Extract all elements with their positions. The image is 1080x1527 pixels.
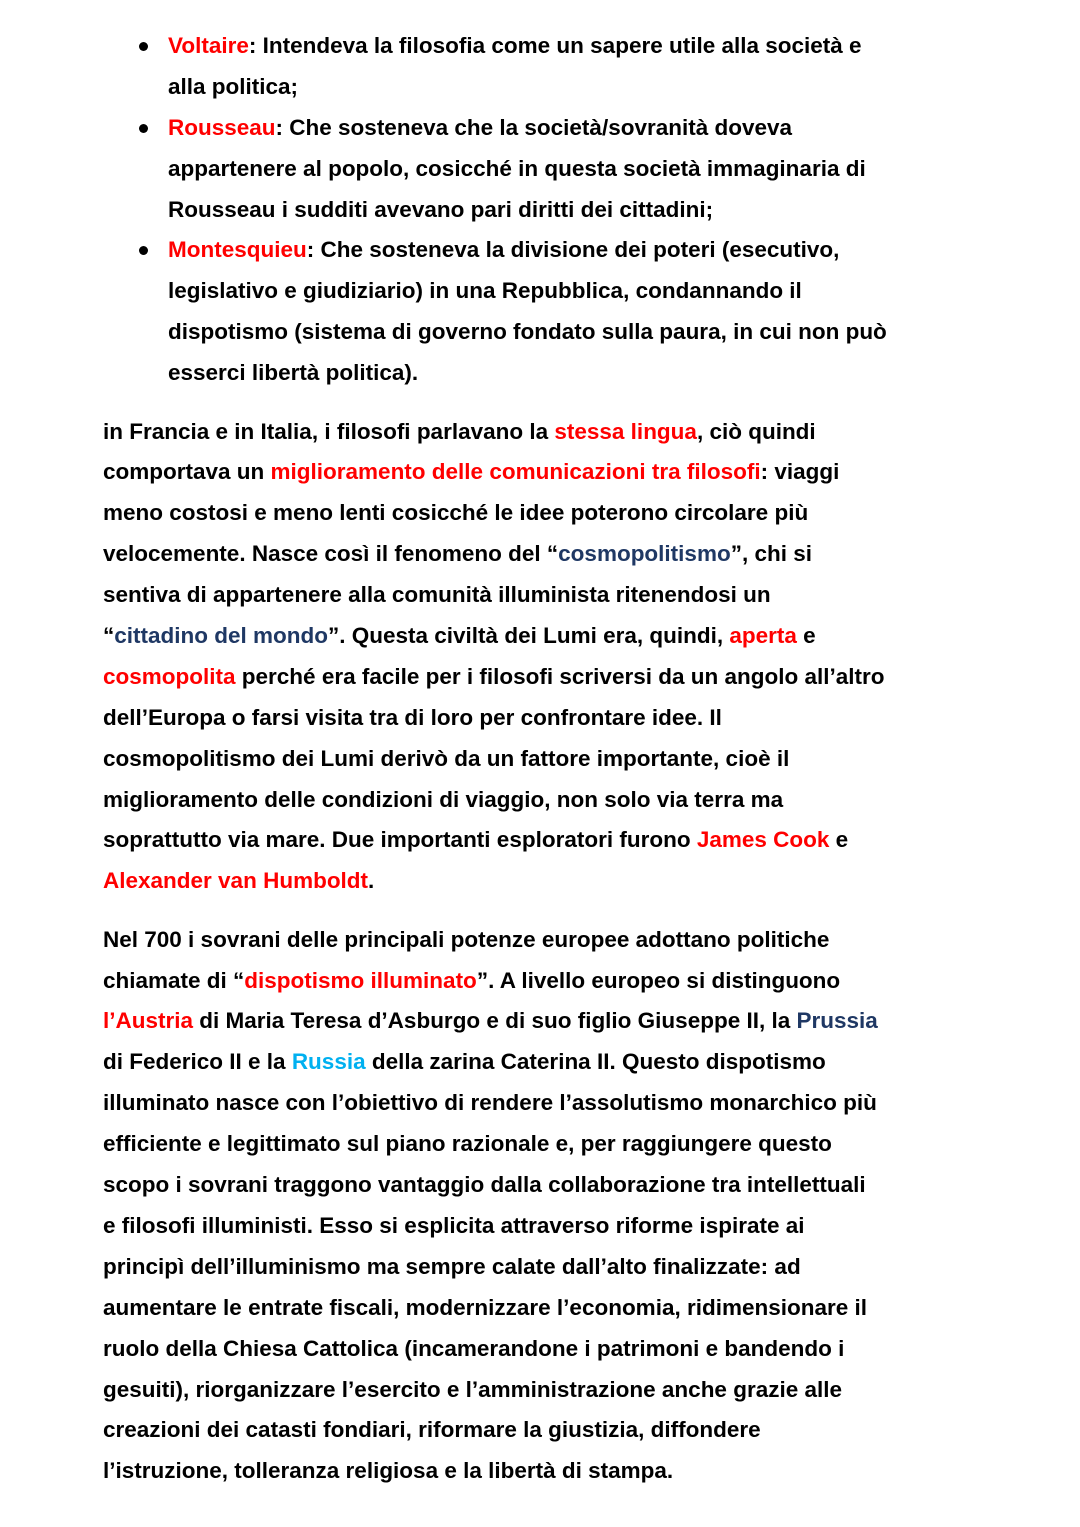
text-line: [103, 412, 1080, 453]
text-span: : Che sosteneva la divisione dei poteri (esecutivo,: [306, 237, 840, 263]
highlighted-term: aperta: [729, 622, 797, 648]
text-span: legislativo e giudiziario) in una Repubblica, condannando il: [168, 278, 802, 304]
text-line: [103, 616, 1080, 657]
text-line: [103, 1165, 1080, 1206]
text-span: .: [368, 868, 375, 894]
text-line: [168, 230, 1080, 271]
text-line: [103, 493, 1080, 534]
text-line: [103, 1001, 1080, 1042]
text-line: [103, 1451, 1080, 1492]
body-paragraphs: [0, 394, 1080, 1492]
philosophers-bullet-list: [168, 26, 1080, 394]
text-line: [103, 698, 1080, 739]
paragraph-spacing: [0, 394, 1080, 412]
bullet-dot-icon: [139, 42, 148, 51]
text-span: sentiva di appartenere alla comunità illuminista ritenendosi un: [103, 582, 771, 608]
text-line: [103, 920, 1080, 961]
text-span: di Maria Teresa d’Asburgo e di suo figlio Giuseppe II, la: [193, 1008, 797, 1034]
highlighted-term: cosmopolita: [103, 663, 236, 689]
text-line: [168, 108, 1080, 149]
bullet-dot-icon: [139, 124, 148, 133]
text-span: miglioramento delle condizioni di viaggio, non solo via terra ma: [103, 786, 784, 812]
text-span: “: [103, 622, 115, 648]
bullet-item: [168, 26, 1080, 108]
text-line: [103, 861, 1080, 902]
highlighted-term: stessa lingua: [554, 418, 697, 444]
text-line: [103, 1124, 1080, 1165]
text-span: velocemente. Nasce così il fenomeno del “: [103, 541, 559, 567]
text-line: [103, 780, 1080, 821]
text-span: perché era facile per i filosofi scriversi da un angolo all’altro: [235, 663, 885, 689]
text-line: [103, 1042, 1080, 1083]
text-span: scopo i sovrani traggono vantaggio dalla collaborazione tra intellettuali: [103, 1172, 866, 1198]
text-span: di Federico II e la: [103, 1049, 292, 1075]
text-span: Nel 700 i sovrani delle principali potenze europee adottano politiche: [103, 926, 830, 952]
text-span: dispotismo (sistema di governo fondato sulla paura, in cui non può: [168, 319, 887, 345]
paragraph-spacing: [0, 902, 1080, 920]
text-line: [103, 534, 1080, 575]
text-span: e: [796, 622, 816, 648]
text-span: appartenere al popolo, cosicché in questa società immaginaria di: [168, 155, 866, 181]
text-span: aumentare le entrate fiscali, modernizzare l’economia, ridimensionare il: [103, 1294, 868, 1320]
text-line: [103, 1329, 1080, 1370]
text-line: [103, 1288, 1080, 1329]
highlighted-term: cosmopolitismo: [558, 541, 731, 567]
text-span: ruolo della Chiesa Cattolica (incamerandone i patrimoni e bandendo i: [103, 1335, 845, 1361]
paragraph: [103, 920, 1080, 1492]
text-span: creazioni dei catasti fondiari, riformare la giustizia, diffondere: [103, 1417, 761, 1443]
text-span: soprattutto via mare. Due importanti esploratori furono: [103, 827, 697, 853]
bullet-item: [168, 108, 1080, 231]
text-span: gesuiti), riorganizzare l’esercito e l’amministrazione anche grazie alle: [103, 1376, 843, 1402]
text-line: [168, 67, 1080, 108]
text-line: [168, 190, 1080, 231]
text-span: efficiente e legittimato sul piano razionale e, per raggiungere questo: [103, 1131, 832, 1157]
text-span: esserci libertà politica).: [168, 360, 419, 386]
highlighted-term: Russia: [291, 1049, 366, 1075]
highlighted-term: Voltaire: [168, 33, 249, 58]
highlighted-term: l’Austria: [103, 1008, 194, 1034]
text-span: l’istruzione, tolleranza religiosa e la libertà di stampa.: [103, 1458, 674, 1484]
highlighted-term: miglioramento delle comunicazioni tra filosofi: [270, 459, 761, 485]
bullet-item: [168, 230, 1080, 394]
text-span: ”. Questa civiltà dei Lumi era, quindi,: [328, 622, 730, 648]
text-span: della zarina Caterina II. Questo dispotismo: [365, 1049, 826, 1075]
text-line: [103, 575, 1080, 616]
text-line: [103, 820, 1080, 861]
text-span: : Intendeva la filosofia come un sapere utile alla società e: [248, 33, 862, 58]
text-line: [168, 26, 1080, 67]
text-line: [103, 1370, 1080, 1411]
text-span: e filosofi illuministi. Esso si esplicita attraverso riforme ispirate ai: [103, 1212, 805, 1238]
text-span: in Francia e in Italia, i filosofi parlavano la: [103, 418, 555, 444]
highlighted-term: Prussia: [796, 1008, 878, 1034]
text-span: ”. A livello europeo si distinguono: [476, 967, 841, 993]
highlighted-term: Rousseau: [168, 114, 276, 140]
text-line: [168, 149, 1080, 190]
text-line: [103, 452, 1080, 493]
text-line: [103, 961, 1080, 1002]
text-span: illuminato nasce con l’obiettivo di rendere l’assolutismo monarchico più: [103, 1090, 877, 1116]
text-span: chiamate di “: [103, 967, 245, 993]
text-line: [103, 1247, 1080, 1288]
highlighted-term: cittadino del mondo: [114, 622, 328, 648]
text-span: ”, chi si: [730, 541, 812, 567]
text-span: , ciò quindi: [696, 418, 816, 444]
text-line: [103, 1410, 1080, 1451]
highlighted-term: Montesquieu: [168, 237, 307, 263]
highlighted-term: James Cook: [696, 827, 830, 853]
paragraph: [103, 412, 1080, 903]
text-span: e: [829, 827, 849, 853]
text-line: [103, 657, 1080, 698]
text-line: [103, 1083, 1080, 1124]
text-line: [168, 312, 1080, 353]
text-span: : viaggi: [760, 459, 840, 485]
text-span: alla politica;: [168, 73, 299, 99]
text-span: dell’Europa o farsi visita tra di loro per confrontare idee. Il: [103, 704, 722, 730]
text-span: meno costosi e meno lenti cosicché le idee poterono circolare più: [103, 500, 809, 526]
document-page: [0, 26, 1080, 1492]
highlighted-term: dispotismo illuminato: [244, 967, 477, 993]
highlighted-term: Alexander van Humboldt: [103, 868, 369, 894]
text-line: [168, 353, 1080, 394]
text-line: [168, 271, 1080, 312]
bullet-dot-icon: [139, 246, 148, 255]
text-span: Rousseau i sudditi avevano pari diritti dei cittadini;: [168, 196, 714, 222]
text-span: comportava un: [103, 459, 271, 485]
text-line: [103, 1206, 1080, 1247]
text-span: cosmopolitismo dei Lumi derivò da un fattore importante, cioè il: [103, 745, 790, 771]
text-line: [103, 739, 1080, 780]
text-span: principì dell’illuminismo ma sempre calate dall’alto finalizzate: ad: [103, 1253, 801, 1279]
text-span: : Che sosteneva che la società/sovranità doveva: [275, 114, 793, 140]
